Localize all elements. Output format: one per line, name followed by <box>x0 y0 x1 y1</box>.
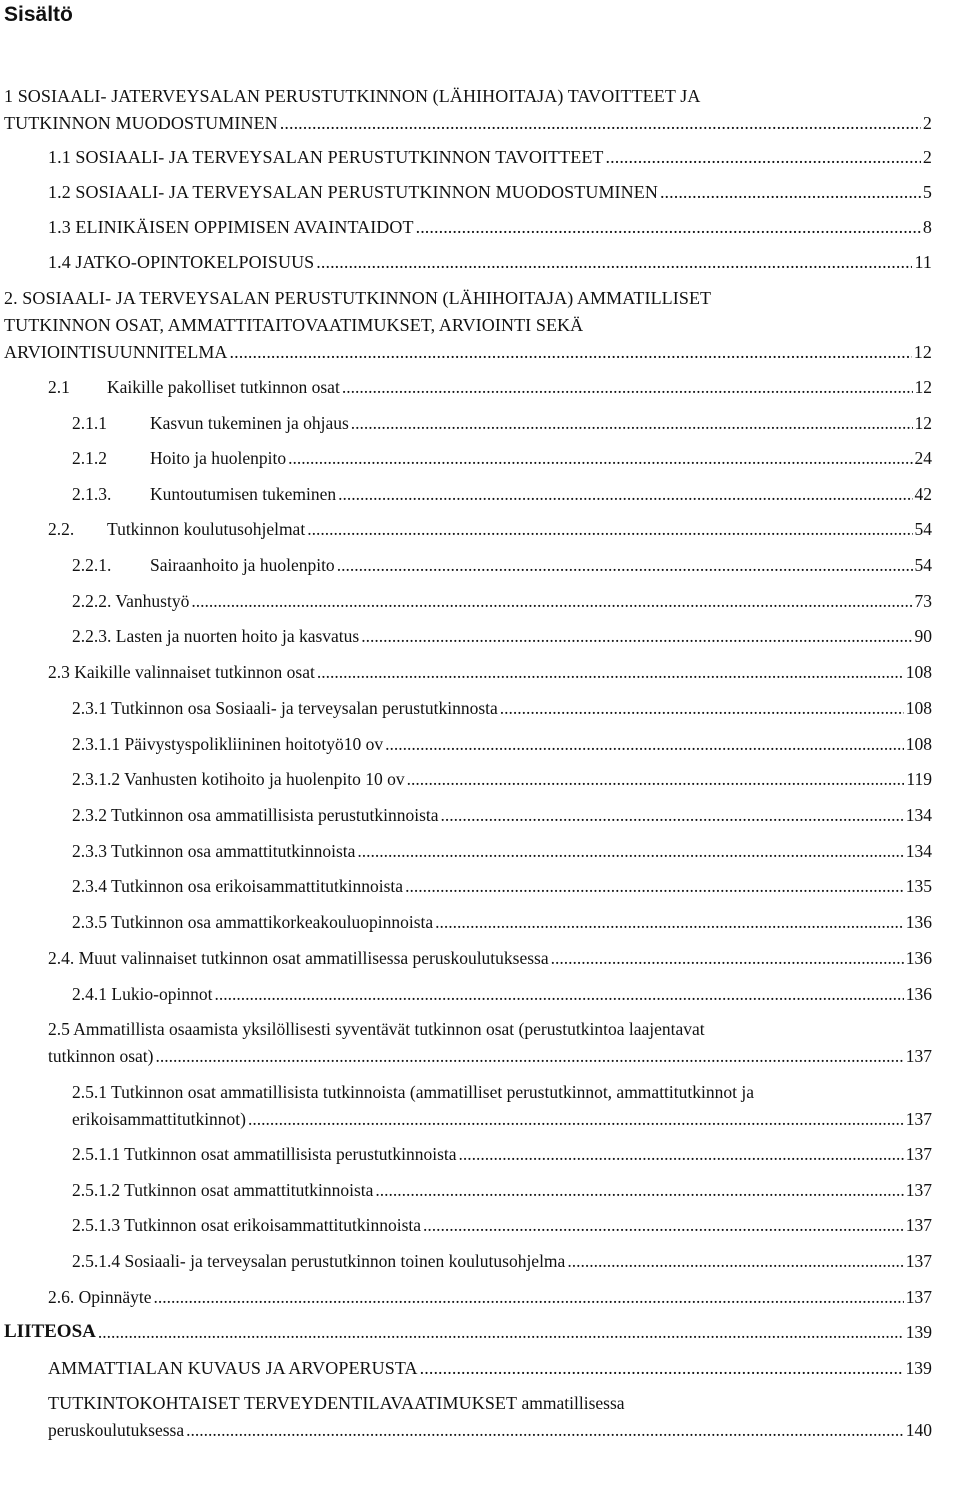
toc-entry-2-5-1[interactable] <box>72 1106 932 1132</box>
dot-leader <box>567 1248 903 1274</box>
toc-entry-title: 1.2 SOSIAALI- JA TERVEYSALAN PERUSTUTKINNON MUODOSTUMINEN <box>48 182 658 202</box>
toc-page-number: 54 <box>914 555 932 575</box>
toc-entry-terveydentilavaatimukset-line1[interactable] <box>48 1390 940 1418</box>
dot-leader <box>407 766 905 792</box>
toc-entry-title: AMMATTIALAN KUVAUS JA ARVOPERUSTA <box>48 1358 418 1378</box>
toc-entry-1[interactable] <box>4 110 932 136</box>
toc-entry-number: 2.1.1 <box>72 413 107 433</box>
toc-entry-title: 2.3.1 Tutkinnon osa Sosiaali- ja terveysalan perustutkinnosta <box>72 698 498 718</box>
dot-leader <box>459 1141 904 1167</box>
toc-page-number: 8 <box>922 217 932 237</box>
toc-page-number: 42 <box>914 484 932 504</box>
toc-entry-terveydentilavaatimukset[interactable] <box>48 1417 932 1443</box>
toc-page-number: 24 <box>914 448 932 468</box>
toc-page-number: 12 <box>914 377 932 397</box>
toc-page-number: 137 <box>905 1046 932 1066</box>
toc-entry-2-1-2[interactable] <box>72 445 932 471</box>
dot-leader <box>351 410 913 436</box>
dot-leader <box>361 623 912 649</box>
dot-leader <box>337 552 913 578</box>
toc-entry-2-1-1[interactable] <box>72 410 932 436</box>
toc-entry-title: Kaikille pakolliset tutkinnon osat <box>107 377 340 397</box>
toc-entry-title: 2.2.3. Lasten ja nuorten hoito ja kasvatus <box>72 626 360 646</box>
dot-leader <box>357 838 903 864</box>
dot-leader <box>230 339 912 365</box>
toc-entry-title: Kasvun tukeminen ja ohjaus <box>150 413 349 433</box>
toc-entry-title: Sairaanhoito ja huolenpito <box>150 555 335 575</box>
toc-entry-title: 1.3 ELINIKÄISEN OPPIMISEN AVAINTAIDOT <box>48 217 414 237</box>
toc-entry-title-caps: TUTKINTOKOHTAISET TERVEYDENTILAVAATIMUKSET <box>48 1393 518 1413</box>
toc-entry-2-4[interactable] <box>48 945 932 971</box>
toc-entry-2-3-1-2[interactable] <box>72 766 932 792</box>
toc-entry-title: 2.5.1.1 Tutkinnon osat ammatillisista perustutkinnoista <box>72 1144 457 1164</box>
toc-entry-title: 2.5.1.3 Tutkinnon osat erikoisammattitutkinnoista <box>72 1215 422 1235</box>
toc-page-number: 2 <box>922 113 932 133</box>
dot-leader <box>186 1417 904 1443</box>
toc-entry-2[interactable] <box>4 339 932 365</box>
toc-entry-title: 2.3.1.1 Päivystyspolikliininen hoitotyö10 ov <box>72 734 384 754</box>
toc-entry-2-line2[interactable]: TUTKINNON OSAT, AMMATTITAITOVAATIMUKSET, ARVIOINTI SEKÄ <box>4 315 584 335</box>
toc-entry-2-4-1[interactable] <box>72 981 932 1007</box>
toc-page-number: 137 <box>905 1180 932 1200</box>
toc-entry-title: 2.5.1.2 Tutkinnon osat ammattitutkinnoista <box>72 1180 374 1200</box>
toc-entry-title: 2.3.1.2 Vanhusten kotihoito ja huolenpito 10 ov <box>72 769 405 789</box>
toc-page-number: 140 <box>905 1420 932 1440</box>
dot-leader <box>405 873 904 899</box>
toc-entry-2-3[interactable] <box>48 659 932 685</box>
toc-page-number: 73 <box>914 591 932 611</box>
toc-entry-2-5-1-line1[interactable]: 2.5.1 Tutkinnon osat ammatillisista tutkinnoista (ammatilliset perustutkinnot, ammattitutkinnot ja <box>72 1082 754 1102</box>
toc-page-number: 90 <box>914 626 932 646</box>
dot-leader <box>317 659 904 685</box>
dot-leader <box>375 1177 903 1203</box>
dot-leader <box>154 1284 904 1310</box>
dot-leader <box>435 909 904 935</box>
toc-entry-2-2-3[interactable] <box>72 623 932 649</box>
toc-page-number: 136 <box>905 912 932 932</box>
dot-leader <box>316 249 912 275</box>
toc-entry-title: peruskoulutuksessa <box>48 1420 185 1440</box>
toc-entry-number: 2.1.2 <box>72 448 107 468</box>
toc-entry-title: 2.3.5 Tutkinnon osa ammattikorkeakouluopinnoista <box>72 912 434 932</box>
toc-entry-2-5-1-1[interactable] <box>72 1141 932 1167</box>
toc-page-number: 137 <box>905 1287 932 1307</box>
toc-page-number: 136 <box>905 984 932 1004</box>
dot-leader <box>385 731 904 757</box>
dot-leader <box>307 516 912 542</box>
toc-page-number: 2 <box>922 147 932 167</box>
dot-leader <box>248 1106 904 1132</box>
toc-entry-2-5-1-3[interactable] <box>72 1212 932 1238</box>
toc-entry-2-2-1[interactable] <box>72 552 932 578</box>
page-title: Sisältö <box>4 3 73 26</box>
toc-entry-1-1[interactable] <box>48 144 932 170</box>
toc-entry-title: 1.4 JATKO-OPINTOKELPOISUUS <box>48 252 315 272</box>
toc-entry-2-5[interactable] <box>48 1043 932 1069</box>
toc-entry-title: 2.2.2. Vanhustyö <box>72 591 190 611</box>
toc-entry-title: tutkinnon osat) <box>48 1046 154 1066</box>
toc-entry-number: 2.2. <box>48 519 75 539</box>
dot-leader <box>420 1355 904 1381</box>
toc-page-number: 137 <box>905 1215 932 1235</box>
toc-entry-title: 1.1 SOSIAALI- JA TERVEYSALAN PERUSTUTKINNON TAVOITTEET <box>48 147 604 167</box>
toc-page-number: 139 <box>905 1358 932 1378</box>
toc-entry-title: 2.3.4 Tutkinnon osa erikoisammattitutkinnoista <box>72 876 404 896</box>
toc-entry-2-3-4[interactable] <box>72 873 932 899</box>
dot-leader <box>155 1043 903 1069</box>
dot-leader <box>606 144 921 170</box>
toc-entry-title: 2.6. Opinnäyte <box>48 1287 152 1307</box>
toc-entry-title: 2.4. Muut valinnaiset tutkinnon osat ammatillisessa peruskoulutuksessa <box>48 948 549 968</box>
toc-entry-2-3-1-1[interactable] <box>72 731 932 757</box>
dot-leader <box>441 802 904 828</box>
toc-entry-2-6[interactable] <box>48 1284 932 1310</box>
toc-entry-number: 2.1.3. <box>72 484 112 504</box>
toc-entry-title: 2.5.1.4 Sosiaali- ja terveysalan perustutkinnon toinen koulutusohjelma <box>72 1251 566 1271</box>
toc-page-number: 134 <box>905 805 932 825</box>
toc-entry-title: erikoisammattitutkinnot) <box>72 1109 247 1129</box>
toc-entry-1-4[interactable] <box>48 249 932 275</box>
toc-page-number: 12 <box>914 413 932 433</box>
toc-page-number: 11 <box>914 252 932 272</box>
toc-entry-liiteosa[interactable] <box>4 1319 932 1345</box>
toc-entry-2-3-1[interactable] <box>72 695 932 721</box>
toc-entry-title: 2.3.2 Tutkinnon osa ammatillisista perustutkinnoista <box>72 805 439 825</box>
toc-page-number: 137 <box>905 1109 932 1129</box>
toc-entry-2-3-5[interactable] <box>72 909 932 935</box>
toc-entry-1-2[interactable] <box>48 179 932 205</box>
dot-leader <box>416 214 921 240</box>
toc-page-number: 139 <box>905 1322 932 1342</box>
toc-entry-2-line1[interactable]: 2. SOSIAALI- JA TERVEYSALAN PERUSTUTKINNON (LÄHIHOITAJA) AMMATILLISET <box>4 288 712 308</box>
toc-page-number: 136 <box>905 948 932 968</box>
toc-entry-title: ARVIOINTISUUNNITELMA <box>4 342 228 362</box>
toc-entry-title: LIITEOSA <box>4 1321 96 1342</box>
toc-entry-2-1[interactable] <box>48 374 932 400</box>
toc-page-number: 108 <box>905 698 932 718</box>
toc-entry-1-line1[interactable]: 1 SOSIAALI- JATERVEYSALAN PERUSTUTKINNON (LÄHIHOITAJA) TAVOITTEET JA <box>4 86 701 106</box>
toc-entry-title: 2.3 Kaikille valinnaiset tutkinnon osat <box>48 662 315 682</box>
toc-entry-title: TUTKINNON MUODOSTUMINEN <box>4 113 278 133</box>
toc-page-number: 5 <box>922 182 932 202</box>
dot-leader <box>660 179 921 205</box>
dot-leader <box>551 945 904 971</box>
toc-page-number: 135 <box>905 876 932 896</box>
toc-page-number: 134 <box>905 841 932 861</box>
dot-leader <box>342 374 913 400</box>
toc-page-number: 12 <box>913 342 932 362</box>
toc-entry-number: 2.2.1. <box>72 555 112 575</box>
toc-page-number: 108 <box>905 662 932 682</box>
dot-leader <box>338 481 912 507</box>
toc-entry-2-1-3[interactable] <box>72 481 932 507</box>
toc-entry-title: 2.4.1 Lukio-opinnot <box>72 984 213 1004</box>
toc-entry-title: Kuntoutumisen tukeminen <box>150 484 337 504</box>
toc-page-number: 119 <box>906 769 932 789</box>
toc-entry-2-2-2[interactable] <box>72 588 932 614</box>
dot-leader <box>500 695 904 721</box>
toc-page-number: 54 <box>914 519 932 539</box>
toc-entry-title: Tutkinnon koulutusohjelmat <box>107 519 306 539</box>
toc-page-number: 137 <box>905 1144 932 1164</box>
toc-entry-ammattialan-kuvaus[interactable] <box>48 1355 932 1381</box>
dot-leader <box>98 1319 904 1345</box>
toc-entry-2-5-line1[interactable]: 2.5 Ammatillista osaamista yksilöllisesti syventävät tutkinnon osat (perustutkintoa laajentavat <box>48 1019 705 1039</box>
dot-leader <box>423 1212 904 1238</box>
toc-entry-2-2[interactable] <box>48 516 932 542</box>
toc-page-number: 137 <box>905 1251 932 1271</box>
toc-page-number: 108 <box>905 734 932 754</box>
toc-entry-2-5-1-2[interactable] <box>72 1177 932 1203</box>
toc-entry-title: Hoito ja huolenpito <box>150 448 287 468</box>
toc-entry-number: 2.1 <box>48 377 70 397</box>
dot-leader <box>280 110 921 136</box>
dot-leader <box>288 445 912 471</box>
toc-entry-title: 2.3.3 Tutkinnon osa ammattitutkinnoista <box>72 841 356 861</box>
toc-entry-2-3-3[interactable] <box>72 838 932 864</box>
toc-entry-2-5-1-4[interactable] <box>72 1248 932 1274</box>
dot-leader <box>214 981 903 1007</box>
toc-entry-2-3-2[interactable] <box>72 802 932 828</box>
toc-entry-1-3[interactable] <box>48 214 932 240</box>
dot-leader <box>191 588 912 614</box>
toc-entry-title-rest: ammatillisessa <box>517 1393 625 1413</box>
